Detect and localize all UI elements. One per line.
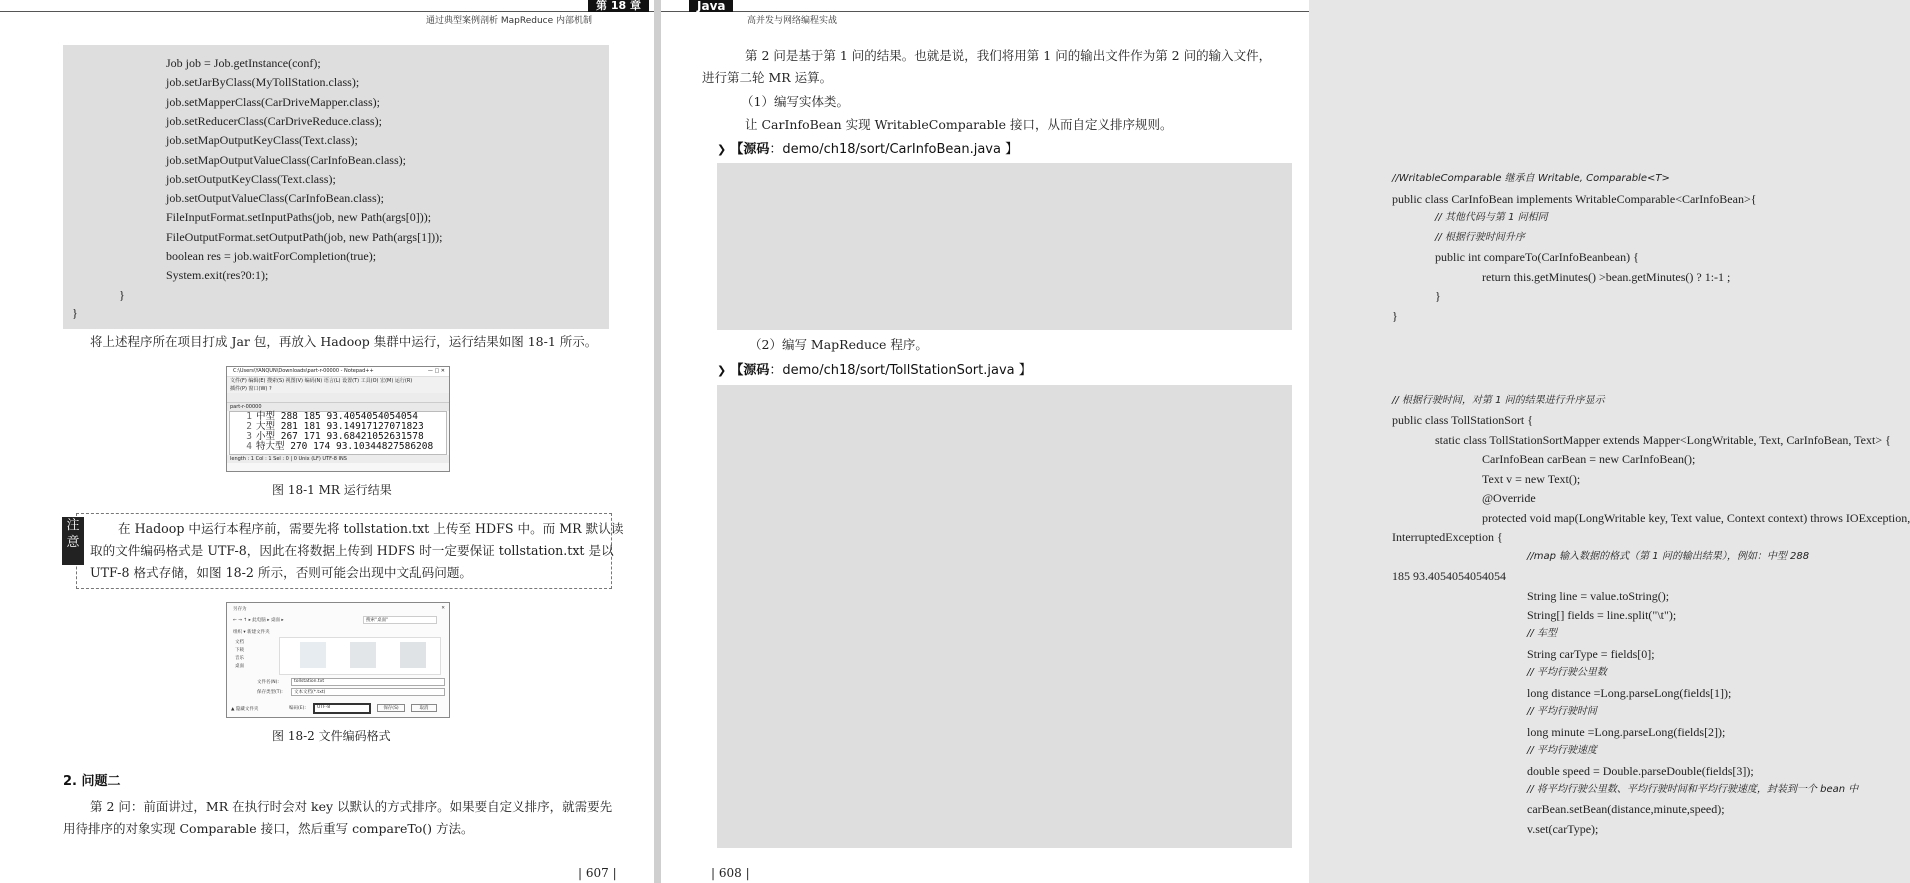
code-comment: //map 输入数据的格式（第 1 问的输出结果），例如：中型 288 [1527,550,1810,562]
code-comment: // 平均行驶公里数 [1527,667,1607,679]
hide-folders-label: ▲ 隐藏文件夹 [231,707,259,712]
note-line: UTF-8 格式存储，如图 18-2 所示，否则可能会出现中文乱码问题。 [90,565,473,580]
chapter-tab: 第 18 章 [588,0,649,12]
toolbar [227,393,449,403]
dialog-sidebar [233,637,271,673]
folder-thumb [350,642,376,668]
code-line: } [1435,289,1441,303]
window-controls-icon: — □ ✕ [427,368,445,374]
type-label: 保存类型(T): [257,690,283,695]
menu-bar: 文件(F) 编辑(E) 搜索(S) 视图(V) 编码(N) 语言(L) 设置(T) 工具(O) 宏(M) 运行(R) [227,377,449,385]
code-line: 185 93.4054054054054 [1392,569,1506,584]
note-tab-char: 意 [66,535,80,550]
code-line: v.set(carType); [1527,821,1599,836]
sidebar-item: 音乐 [235,656,244,661]
left-page [0,0,654,883]
code-line: String line = value.toString(); [1527,588,1670,603]
code-comment: // 根据行驶时间，对第 1 问的结果进行升序显示 [1392,395,1605,406]
sidebar-item: 文档 [235,640,244,645]
note-tab [62,517,84,565]
encoding-label: 编码(E): [289,706,306,711]
header-rule [0,11,654,12]
code-line: job.setJarByClass(MyTollStation.class); [166,75,360,90]
dialog-nav: ← → ↑ ▸ 此电脑 ▸ 桌面 ▸ [233,618,284,623]
code-line: public class CarInfoBean implements WritableComparable<CarInfoBean>{ [1392,191,1757,206]
code-line: protected void map(LongWritable key, Text value, Context context) throws IOException, [1482,510,1910,525]
code-line: @Override [1482,491,1536,506]
code-closing-brace: } [72,306,78,320]
type-field: 文本文档(*.txt) [291,688,445,696]
source-arrow-icon: ❯ [717,143,727,156]
save-button: 保存(S) [377,704,405,712]
folder-thumb [400,642,426,668]
code-line: return this.getMinutes() >bean.getMinutes() ? 1:-1 ; [1482,269,1731,284]
encoding-select: UTF-8 [313,703,371,714]
code-line: Text v = new Text(); [1482,471,1581,486]
code-line: job.setMapOutputValueClass(CarInfoBean.class); [166,152,406,167]
figure-caption: 图 18-2 文件编码格式 [272,729,391,743]
code-line: static class TollStationSortMapper extends Mapper<LongWritable, Text, CarInfoBean, Text> { [1435,432,1891,447]
status-bar: length : 1 Col : 1 Sel : 0 | 0 Unix (LF) UTF-8 INS [227,455,449,463]
code-line: FileInputFormat.setInputPaths(job, new Path(args[0])); [166,210,432,225]
header-rule [661,11,1309,12]
folder-thumb [300,642,326,668]
code-comment: // 根据行驶时间升序 [1435,231,1525,243]
code-line: job.setMapOutputKeyClass(Text.class); [166,133,358,148]
series-tab: Java [689,0,733,12]
code-line: carBean.setBean(distance,minute,speed); [1527,802,1725,817]
code-comment: // 车型 [1527,628,1557,640]
page-number: | 607 | [578,866,617,880]
paragraph: 进行第二轮 MR 运算。 [702,70,833,85]
code-comment: //WritableComparable 继承自 Writable, Comparable<T> [1392,173,1670,184]
editor-area [229,411,447,455]
code-line: long distance =Long.parseLong(fields[1]); [1527,685,1732,700]
code-line: FileOutputFormat.setOutputPath(job, new Path(args[1])); [166,229,443,244]
code-comment: // 其他代码与第 1 问相同 [1435,212,1548,223]
dialog-search: 搜索"桌面" [363,616,437,624]
paragraph: 将上述程序所在项目打成 Jar 包，再放入 Hadoop 集群中运行，运行结果如图 18-1 所示。 [90,334,598,349]
file-tab: part-r-00000 [227,403,449,411]
source-path: ：demo/ch18/sort/CarInfoBean.java 】 [769,142,1019,157]
window-title [227,367,449,377]
close-icon: ✕ [441,606,445,611]
code-closing-brace: } [119,288,125,302]
menu-bar-2: 插件(P) 窗口(W) ? [227,385,449,393]
paragraph: 第 2 问是基于第 1 问的结果。也就是说，我们将用第 1 问的输出文件作为第 2 问的输入文件， [745,48,1272,63]
notepad-row [230,442,446,452]
sidebar-item: 下载 [235,648,244,653]
code-line: double speed = Double.parseDouble(fields[3]); [1527,763,1754,778]
line-text: 中型 288 185 93.4054054054054 [256,411,418,422]
line-number: 4 [246,441,252,452]
code-line: public class TollStationSort { [1392,413,1534,428]
code-line: } [1392,308,1398,323]
paragraph: （2）编写 MapReduce 程序。 [749,337,928,352]
header-subtitle: 通过典型案例剖析 MapReduce 内部机制 [426,16,593,26]
source-arrow-icon: ❯ [717,364,727,377]
note-tab-char: 注 [66,518,80,533]
note-line: 在 Hadoop 中运行本程序前，需要先将 tollstation.txt 上传至 HDFS 中。而 MR 默认读 [118,521,624,536]
code-line: Job job = Job.getInstance(conf); [166,56,321,70]
line-text: 大型 281 181 93.14917127071823 [256,421,424,432]
line-number: 3 [246,431,252,442]
code-line: String carType = fields[0]; [1527,646,1655,661]
notepad-screenshot [226,366,450,472]
paragraph: （1）编写实体类。 [741,94,849,109]
note-line: 取的文件编码格式是 UTF-8，因此在将数据上传到 HDFS 时一定要保证 tollstation.txt 是以 [90,543,614,558]
filename-label: 文件名(N): [257,680,279,685]
line-number: 1 [246,411,252,422]
right-page [661,0,1910,883]
paragraph: 第 2 问：前面讲过，MR 在执行时会对 key 以默认的方式排序。如果要自定义排序，就需要先 [90,799,613,814]
save-dialog-screenshot [226,602,450,718]
code-line: job.setReducerClass(CarDriveReduce.class); [166,113,382,128]
filename-field: tollstation.txt [291,678,445,686]
line-text: 小型 267 171 93.68421052631578 [256,431,424,442]
dialog-file-area [279,637,441,675]
code-line: job.setOutputValueClass(CarInfoBean.class); [166,191,384,206]
paragraph: 让 CarInfoBean 实现 WritableComparable 接口，从而自定义排序规则。 [745,117,1173,132]
code-line: System.exit(res?0:1); [166,268,269,283]
window-title-text: C:\Users\YANQUN\Downloads\part-r-00000 - Notepad++ [233,368,374,374]
header-subtitle: 高并发与网络编程实战 [747,16,838,26]
code-comment: // 将平均行驶公里数、平均行驶时间和平均行驶速度，封装到一个 bean 中 [1527,784,1859,795]
source-label: 【源码 [730,363,770,378]
code-comment: // 平均行驶时间 [1527,706,1597,718]
code-comment: // 平均行驶速度 [1527,745,1597,757]
line-number: 2 [246,421,252,432]
source-line [717,359,1032,378]
book-gutter [654,0,661,883]
code-line: String[] fields = line.split("\t"); [1527,607,1677,622]
code-block [717,385,1292,848]
source-line [717,138,1018,157]
code-line: job.setMapperClass(CarDriveMapper.class); [166,94,380,109]
code-line: boolean res = job.waitForCompletion(true); [166,249,377,263]
dialog-title: 另存为 [233,607,247,612]
line-text: 特大型 270 174 93.10344827586208 [256,441,434,452]
code-line: long minute =Long.parseLong(fields[2]); [1527,724,1726,739]
paragraph: 用待排序的对象实现 Comparable 接口，然后重写 compareTo() 方法。 [63,821,474,836]
dialog-toolbar: 组织 ▾ 新建文件夹 [233,630,270,635]
figure-caption: 图 18-1 MR 运行结果 [272,483,392,497]
code-line: CarInfoBean carBean = new CarInfoBean(); [1482,452,1696,467]
section-heading: 2. 问题二 [63,774,121,789]
sidebar-item: 桌面 [235,664,244,669]
code-line: InterruptedException { [1392,530,1503,545]
code-line: public int compareTo(CarInfoBeanbean) { [1435,250,1639,264]
source-label: 【源码 [730,142,770,157]
code-line: job.setOutputKeyClass(Text.class); [166,171,336,186]
cancel-button: 取消 [411,704,437,712]
code-block [717,163,1292,330]
page-number: | 608 | [711,866,750,880]
source-path: ：demo/ch18/sort/TollStationSort.java 】 [769,363,1032,378]
